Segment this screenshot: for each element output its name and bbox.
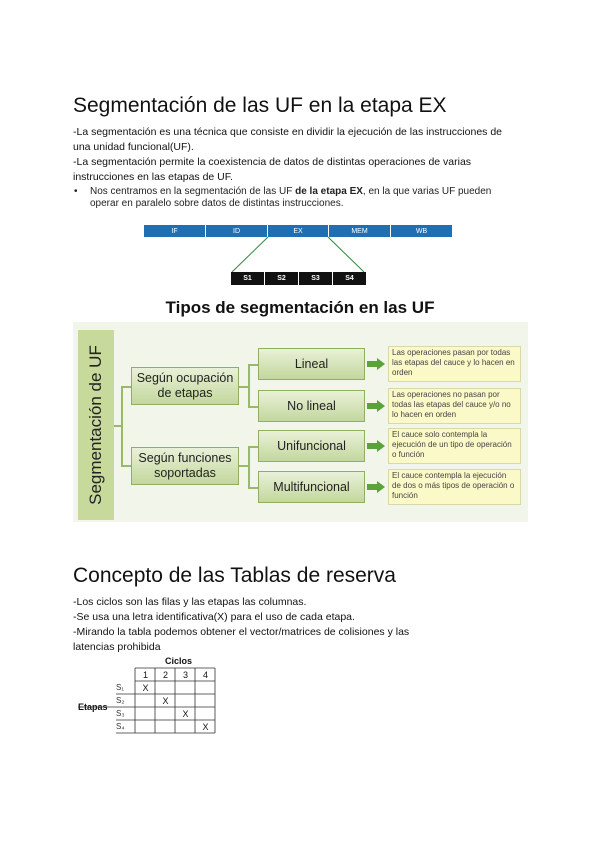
tablas-line: -Mirando la tabla podemos obtener el vector/matrices de colisiones y las [73, 626, 410, 638]
table-stage-s3: S₃ [116, 709, 125, 718]
segment-s3: S3 [299, 272, 332, 285]
table-stage-s4: S₄ [116, 722, 125, 731]
type-no-lineal: No lineal [258, 390, 365, 422]
table-header-cycle-2: 2 [162, 669, 168, 680]
types-root-label: Segmentación de UF [86, 345, 105, 505]
desc-no-lineal: Las operaciones no pasan por todas las etapas del cauce y/o no lo hacen en orden [388, 388, 521, 424]
pipeline-stage-wb: WB [391, 225, 452, 237]
tablas-line: -Se usa una letra identificativa(X) para el uso de cada etapa. [73, 611, 355, 623]
table-mark: X [142, 682, 149, 693]
bullet-text-bold: de la etapa EX [295, 186, 363, 197]
segment-s2: S2 [265, 272, 298, 285]
section-title-tablas: Concepto de las Tablas de reserva [73, 564, 396, 587]
tablas-line: latencias prohibida [73, 641, 161, 653]
intro-line: una unidad funcional(UF). [73, 141, 194, 153]
table-etapas-label: Etapas [78, 702, 108, 712]
type-unifuncional: Unifuncional [258, 430, 365, 462]
bullet-text-before: Nos centramos en la segmentación de las UF [90, 186, 296, 197]
intro-line: instrucciones en las etapas de UF. [73, 171, 233, 183]
desc-unifuncional: El cauce solo contempla la ejecución de un tipo de operación o función [388, 428, 521, 464]
table-mark: X [182, 708, 189, 719]
table-header-cycle-1: 1 [142, 669, 148, 680]
pipeline-stage-mem: MEM [329, 225, 390, 237]
intro-line: -La segmentación permite la coexistencia de datos de distintas operaciones de varias [73, 156, 472, 168]
group-ocupacion: Según ocupación de etapas [131, 367, 239, 405]
pipeline-stage-ex: EX [268, 225, 328, 237]
table-header-cycle-4: 4 [202, 669, 208, 680]
pipeline-stage-id: ID [206, 225, 267, 237]
tablas-line: -Los ciclos son las filas y las etapas las columnas. [73, 596, 307, 608]
bullet-dot: • [74, 186, 78, 197]
table-mark: X [202, 721, 209, 732]
intro-line: -La segmentación es una técnica que consiste en dividir la ejecución de las instrucciones de [73, 126, 503, 138]
section-title-segmentacion: Segmentación de las UF en la etapa EX [73, 94, 447, 117]
segment-s4: S4 [333, 272, 366, 285]
table-stage-s2: S₂ [116, 696, 125, 705]
group-funciones: Según funciones soportadas [131, 447, 239, 485]
segment-s1: S1 [231, 272, 264, 285]
pipeline-stage-if: IF [144, 225, 205, 237]
table-ciclos-label: Ciclos [165, 656, 193, 666]
table-mark: X [162, 695, 169, 706]
type-multifuncional: Multifuncional [258, 471, 365, 503]
bullet-text-after: , en la que varias UF pueden operar en paralelo sobre datos de distintas instrucciones. [90, 186, 492, 209]
type-lineal: Lineal [258, 348, 365, 380]
table-header-cycle-3: 3 [182, 669, 188, 680]
desc-lineal: Las operaciones pasan por todas las etapas del cauce y lo hacen en orden [388, 346, 521, 382]
table-stage-s1: S₁ [116, 683, 125, 692]
desc-multifuncional: El cauce contempla la ejecución de dos o más tipos de operación o función [388, 469, 521, 505]
types-title: Tipos de segmentación en las UF [165, 298, 435, 317]
